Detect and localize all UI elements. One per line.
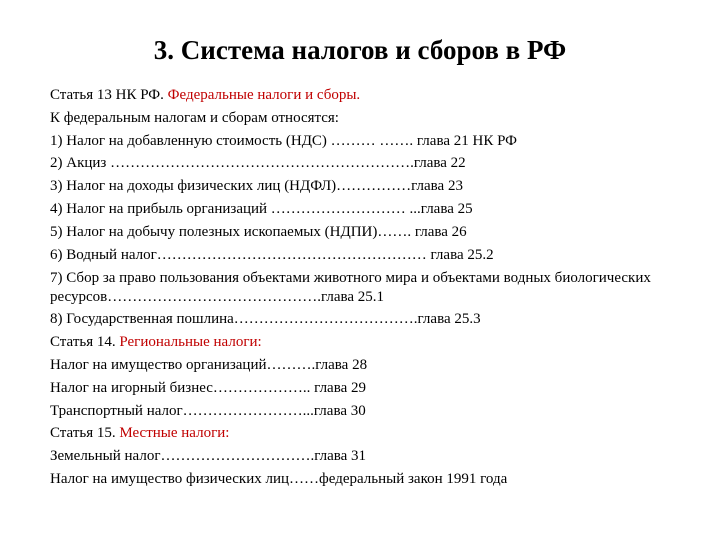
article-14-line [50,331,680,354]
federal-item-2: 2) Акциз …………………………………………………….глава 22 [50,155,466,172]
article-14-prefix: Статья 14. [50,334,120,351]
federal-item-6: 6) Водный налог……………………………………………… глава 25.2 [50,246,494,263]
federal-item-4: 4) Налог на прибыль организаций ……………………… ...глава 25 [50,200,473,217]
federal-intro: К федеральным налогам и сборам относятся: [50,109,339,126]
regional-item-3: Транспортный налог……………………...глава 30 [50,402,366,419]
article-13-heading: Федеральные налоги и сборы. [167,87,361,103]
local-item-2: Налог на имущество физических лиц……федеральный закон 1991 года [50,470,508,487]
article-15-prefix: Статья 15. [50,425,120,442]
federal-item-7: 7) Сбор за право пользования объектами животного мира и объектами водных биологических ресурсов…………………………………….глава 25.1 [50,270,651,305]
article-13-prefix: Статья 13 НК РФ. [50,87,168,103]
article-13-line [50,84,680,107]
article-14-heading: Региональные налоги: [119,334,262,351]
federal-item-1: 1) Налог на добавленную стоимость (НДС) ……… ……. глава 21 НК РФ [50,132,518,149]
local-item-1: Земельный налог………………………….глава 31 [50,448,367,465]
federal-item-5: 5) Налог на добычу полезных ископаемых (НДПИ)……. глава 26 [50,223,467,240]
federal-item-8: 8) Государственная пошлина……………………………….глава 25.3 [50,311,481,328]
slide-content [50,84,680,491]
slide-title: 3. Система налогов и сборов в РФ [153,35,567,65]
regional-item-2: Налог на игорный бизнес……………….. глава 29 [50,379,367,396]
regional-item-1: Налог на имущество организаций……….глава 28 [50,356,368,373]
article-15-heading: Местные налоги: [119,425,230,442]
federal-item-3: 3) Налог на доходы физических лиц (НДФЛ)……………глава 23 [50,178,463,195]
article-15-line [50,422,680,445]
